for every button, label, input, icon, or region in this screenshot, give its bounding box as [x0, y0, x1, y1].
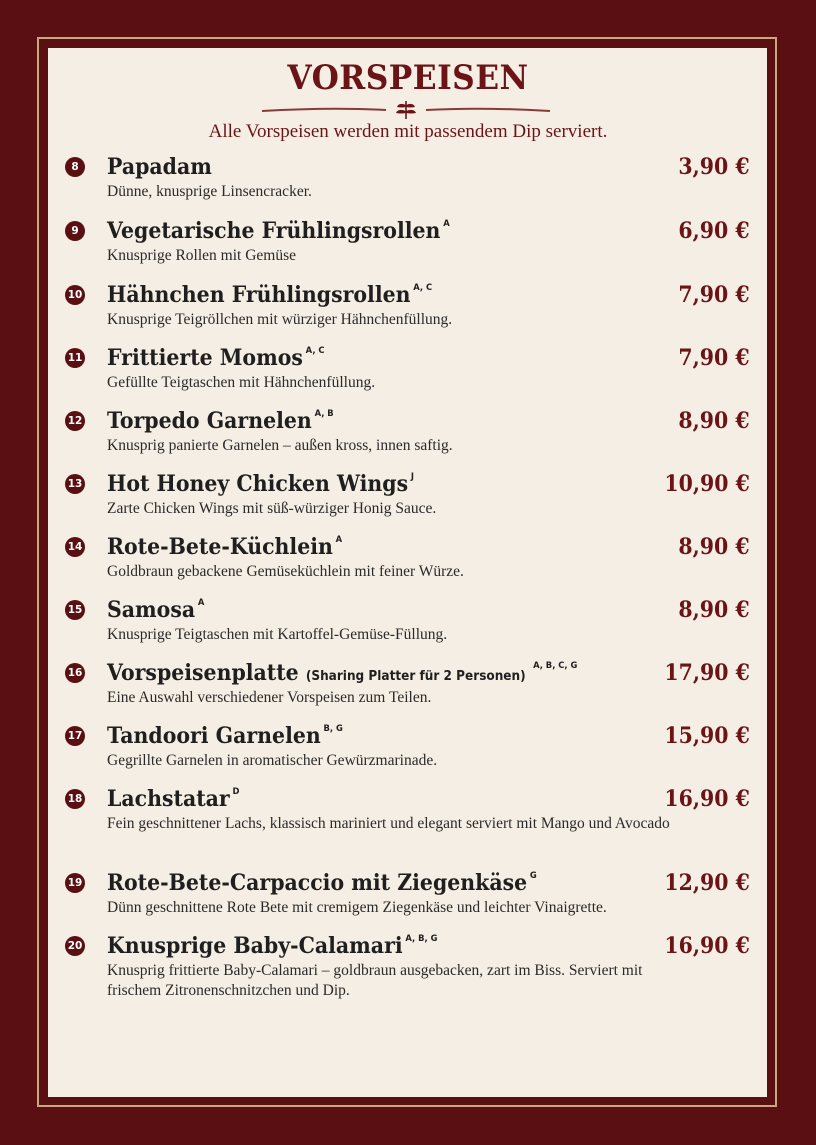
item-number-badge: 15 — [65, 600, 85, 620]
item-description: Dünn geschnittene Rote Bete mit cremigem Ziegenkäse und leichter Vinaigrette. — [107, 899, 607, 916]
item-name — [107, 471, 414, 502]
item-allergens: A, B — [314, 409, 334, 419]
item-name — [107, 218, 450, 249]
item-name-text: Torpedo Garnelen — [107, 408, 312, 434]
item-price: 16,90 € — [664, 786, 750, 812]
item-number-badge: 16 — [65, 663, 85, 683]
item-name-text: Rote-Bete-Küchlein — [107, 534, 333, 560]
item-name-text: Tandoori Garnelen — [107, 723, 321, 749]
item-name-text: Frittierte Momos — [107, 345, 303, 371]
item-allergens: A — [443, 219, 450, 229]
item-number-badge: 18 — [65, 789, 85, 809]
item-number-badge: 19 — [65, 873, 85, 893]
item-number-badge: 13 — [65, 474, 85, 494]
item-name — [107, 933, 437, 964]
item-price: 17,90 € — [664, 660, 750, 686]
item-allergens: D — [232, 787, 240, 797]
page-subtitle: Alle Vorspeisen werden mit passendem Dip serviert. — [208, 121, 608, 142]
item-description: Fein geschnittener Lachs, klassisch mariniert und elegant serviert mit Mango und Avocado — [107, 815, 670, 832]
item-number-badge: 20 — [65, 936, 85, 956]
item-allergens: B, G — [323, 724, 343, 734]
item-price: 8,90 € — [678, 534, 750, 560]
item-price: 6,90 € — [678, 218, 750, 244]
item-number-badge: 10 — [65, 285, 85, 305]
item-name-text: Samosa — [107, 597, 196, 623]
item-price: 8,90 € — [678, 597, 750, 623]
item-price: 7,90 € — [678, 345, 750, 371]
item-name — [107, 870, 537, 901]
item-name — [107, 408, 334, 439]
item-name-text: Hähnchen Frühlingsrollen — [107, 282, 411, 308]
item-name-text: Papadam — [107, 154, 212, 180]
item-description: Knusprige Rollen mit Gemüse — [107, 247, 296, 264]
item-description: Zarte Chicken Wings mit süß-würziger Honig Sauce. — [107, 500, 437, 517]
item-name — [107, 282, 432, 313]
item-description: Gegrillte Garnelen in aromatischer Gewürzmarinade. — [107, 752, 438, 769]
page-title: VORSPEISEN — [287, 58, 529, 98]
item-description: Gefüllte Teigtaschen mit Hähnchenfüllung. — [107, 374, 376, 391]
item-number-badge: 17 — [65, 726, 85, 746]
item-price: 10,90 € — [664, 471, 750, 497]
item-name-text: Lachstatar — [107, 786, 230, 812]
item-description: Knusprig frittierte Baby-Calamari – goldbraun ausgebacken, zart im Biss. Serviert mit frischem Zitronenschnitzchen und Dip. — [107, 962, 643, 999]
item-name-text: Knusprige Baby-Calamari — [107, 933, 403, 959]
item-name — [107, 345, 325, 376]
item-price: 8,90 € — [678, 408, 750, 434]
item-allergens: A, C — [413, 283, 433, 293]
item-note: (Sharing Platter für 2 Personen) — [305, 669, 526, 684]
item-price: 15,90 € — [664, 723, 750, 749]
item-price: 12,90 € — [664, 870, 750, 896]
item-allergens: A, B, C, G — [533, 661, 578, 671]
item-number-badge: 9 — [65, 221, 85, 241]
item-name — [107, 534, 342, 565]
item-description: Knusprig panierte Garnelen – außen kross, innen saftig. — [107, 437, 453, 454]
item-allergens: G — [529, 871, 537, 881]
item-name-text: Vorspeisenplatte — [107, 660, 299, 686]
item-allergens: A, C — [305, 346, 325, 356]
item-name — [107, 660, 577, 691]
item-allergens: A, B, G — [405, 934, 438, 944]
item-number-badge: 8 — [65, 157, 85, 177]
item-name — [107, 154, 212, 180]
item-allergens: A — [335, 535, 343, 545]
item-name — [107, 786, 239, 817]
item-number-badge: 11 — [65, 348, 85, 368]
item-name-text: Hot Honey Chicken Wings — [107, 471, 409, 497]
item-price: 16,90 € — [664, 933, 750, 959]
item-description: Knusprige Teigtaschen mit Kartoffel-Gemüse-Füllung. — [107, 626, 448, 643]
item-description: Dünne, knusprige Linsencracker. — [107, 183, 312, 200]
item-description: Goldbraun gebackene Gemüseküchlein mit feiner Würze. — [107, 563, 464, 580]
item-allergens: J — [410, 472, 415, 482]
item-price: 7,90 € — [678, 282, 750, 308]
item-description: Eine Auswahl verschiedener Vorspeisen zum Teilen. — [107, 689, 432, 706]
item-description: Knusprige Teigröllchen mit würziger Hähnchenfüllung. — [107, 311, 453, 328]
leaf-ornament-icon — [260, 99, 552, 121]
item-allergens: A — [197, 598, 205, 608]
item-number-badge: 14 — [65, 537, 85, 557]
item-name-text: Vegetarische Frühlingsrollen — [107, 218, 441, 244]
item-name — [107, 723, 343, 754]
item-name-text: Rote-Bete-Carpaccio mit Ziegenkäse — [107, 870, 528, 896]
item-name — [107, 597, 204, 628]
item-price: 3,90 € — [678, 154, 750, 180]
item-number-badge: 12 — [65, 411, 85, 431]
